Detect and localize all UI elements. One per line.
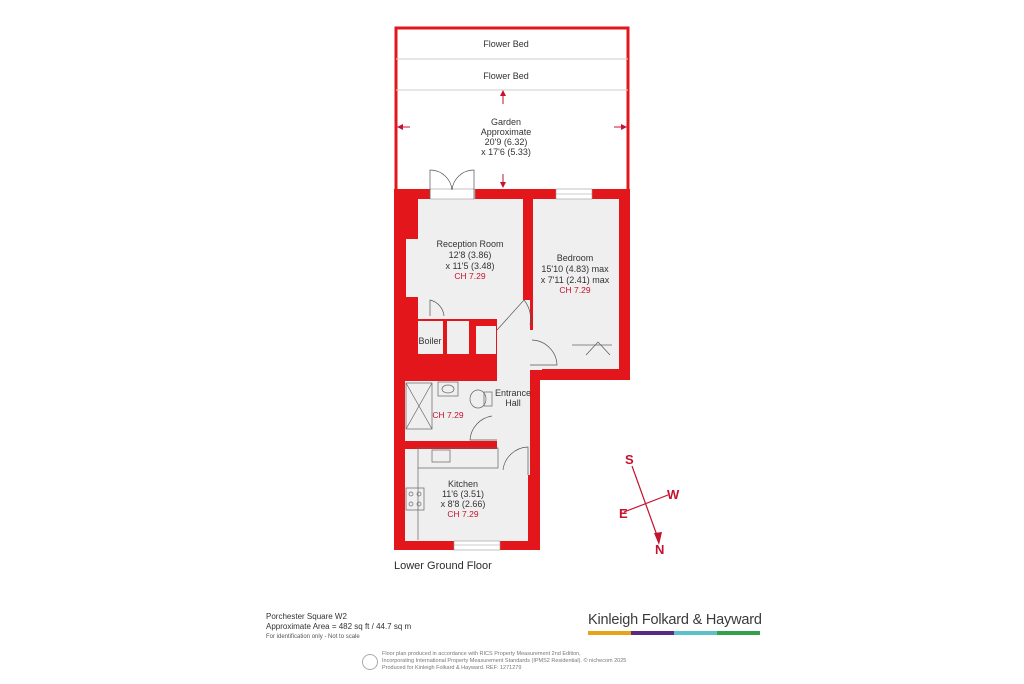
measurement-standard-seal-icon xyxy=(362,654,378,670)
brand-name: Kinleigh Folkard & Hayward xyxy=(588,612,762,628)
disclaimer-line-1: Floor plan produced in accordance with RICS Property Measurement 2nd Edition, xyxy=(382,651,581,657)
garden-dim-2: x 17'6 (5.33) xyxy=(481,147,531,157)
flower-bed-1-label: Flower Bed xyxy=(483,39,529,49)
approximate-area: Approximate Area = 482 sq ft / 44.7 sq m xyxy=(266,622,412,631)
hall-link xyxy=(497,330,542,370)
floor-name: Lower Ground Floor xyxy=(394,560,492,572)
brand-color-bar xyxy=(588,631,760,635)
disclaimer-line-2: Incorporating International Property Measurement Standards (IPMS2 Residential). © nichecom 2025 xyxy=(382,658,627,664)
disclaimer xyxy=(382,651,626,672)
bathroom-ch: CH 7.29 xyxy=(432,410,464,420)
brand-bar-purple xyxy=(631,631,674,635)
brand-bar-teal xyxy=(674,631,717,635)
boiler-label: Boiler xyxy=(418,336,442,346)
kitchen-dim-1: 11'6 (3.51) xyxy=(441,489,485,499)
reception-ch: CH 7.29 xyxy=(454,271,486,281)
property-info xyxy=(266,612,411,642)
disclaimer-line-3: Produced for Kinleigh Folkard & Hayward. REF: 1271279 xyxy=(382,665,522,671)
bedroom-dim-1: 15'10 (4.83) max xyxy=(541,264,609,274)
kitchen-dim-2: x 8'8 (2.66) xyxy=(440,499,486,509)
bedroom-ch: CH 7.29 xyxy=(559,285,591,295)
kitchen-label: Kitchen xyxy=(447,479,479,489)
address: Porchester Square W2 xyxy=(266,612,347,621)
reception-dim-2: x 11'5 (3.48) xyxy=(445,261,495,271)
agent-brand xyxy=(588,612,760,635)
compass-w: W xyxy=(667,487,680,502)
flower-bed-2-label: Flower Bed xyxy=(483,71,529,81)
garden-dim-1: 20'9 (6.32) xyxy=(484,137,528,147)
hall-label: Hall xyxy=(505,398,521,408)
brand-bar-orange xyxy=(588,631,631,635)
kitchen-ch: CH 7.29 xyxy=(447,509,479,519)
reception-room-label: Reception Room xyxy=(436,239,504,249)
garden-label: Garden xyxy=(490,117,522,127)
bedroom-label: Bedroom xyxy=(556,253,594,263)
entrance-label: Entrance xyxy=(494,388,532,398)
bedroom-dim-2: x 7'11 (2.41) max xyxy=(540,275,610,285)
compass-e: E xyxy=(619,506,628,521)
compass-s: S xyxy=(625,452,634,467)
reception-dim-1: 12'8 (3.86) xyxy=(448,250,492,260)
hall-cupboard xyxy=(476,326,496,354)
compass xyxy=(619,452,680,557)
brand-bar-green xyxy=(717,631,760,635)
cupboard xyxy=(447,321,469,354)
identification-note: For identification only - Not to scale xyxy=(266,634,360,640)
garden-area xyxy=(396,28,628,189)
compass-n: N xyxy=(655,542,665,557)
garden-qualifier: Approximate xyxy=(480,127,532,137)
